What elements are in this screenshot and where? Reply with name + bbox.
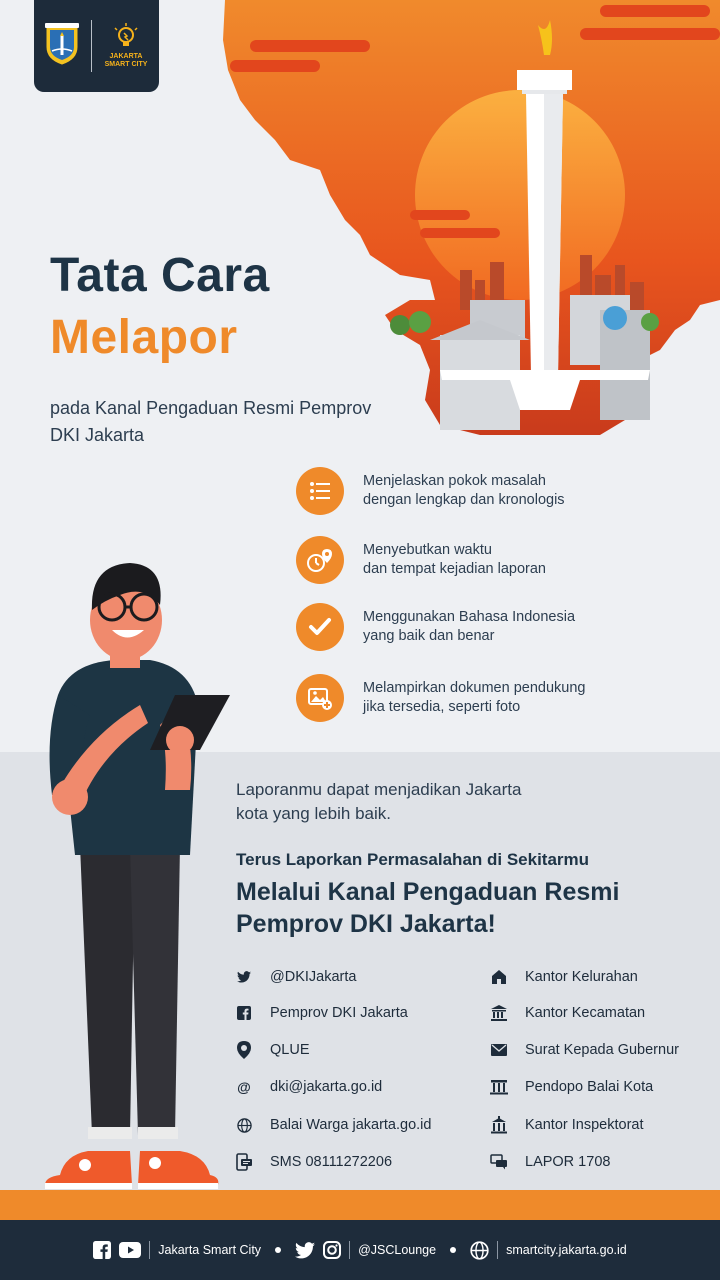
bottom-message — [236, 778, 521, 826]
chat-icon — [488, 1151, 510, 1173]
facebook-icon — [233, 1002, 255, 1024]
footer-social-name[interactable]: Jakarta Smart City — [158, 1243, 262, 1257]
channel-label: LAPOR 1708 — [525, 1154, 611, 1170]
channel-label: dki@jakarta.go.id — [270, 1079, 383, 1095]
step-line2: dengan lengkap dan kronologis — [363, 492, 565, 508]
step-line1: Menjelaskan pokok masalah — [363, 473, 546, 489]
office-icon — [488, 1114, 510, 1136]
channel-facebook[interactable] — [233, 1001, 408, 1025]
footer-divider — [497, 1241, 498, 1259]
channel-label: Kantor Kecamatan — [525, 1005, 646, 1021]
channel-label: Pendopo Balai Kota — [525, 1079, 654, 1095]
lightbulb-icon — [113, 23, 139, 51]
channel-kelurahan[interactable] — [488, 965, 638, 989]
step-line1: Menggunakan Bahasa Indonesia — [363, 609, 576, 625]
channel-lapor[interactable] — [488, 1150, 610, 1174]
facebook-icon[interactable] — [93, 1241, 111, 1259]
step-item — [296, 602, 706, 652]
jsc-logo-text: JAKARTA SMART CITY — [104, 53, 148, 68]
pendopo-icon — [488, 1076, 510, 1098]
image-add-icon — [296, 674, 344, 722]
message-line1: Laporanmu dapat menjadikan Jakarta — [236, 780, 522, 799]
channel-label: Kantor Kelurahan — [525, 969, 638, 985]
title-line1: Tata Cara — [50, 249, 270, 302]
footer-website[interactable]: smartcity.jakarta.go.id — [506, 1243, 627, 1257]
time-location-icon — [296, 536, 344, 584]
step-line2: jika tersedia, seperti foto — [363, 699, 521, 715]
sms-icon — [233, 1151, 255, 1173]
step-line2: yang baik dan benar — [363, 628, 495, 644]
step-item — [296, 466, 706, 516]
channel-label: Kantor Inspektorat — [525, 1117, 644, 1133]
message-line2: kota yang lebih baik. — [236, 804, 391, 823]
twitter-icon — [233, 966, 255, 988]
channel-qlue[interactable] — [233, 1038, 310, 1062]
channel-twitter[interactable] — [233, 965, 356, 989]
channel-label: Pemprov DKI Jakarta — [270, 1005, 408, 1021]
channel-label: Surat Kepada Gubernur — [525, 1042, 679, 1058]
cta-small: Terus Laporkan Permasalahan di Sekitarmu — [236, 850, 590, 869]
building-icon — [488, 1002, 510, 1024]
house-icon — [488, 966, 510, 988]
step-item — [296, 673, 706, 723]
globe-icon[interactable] — [470, 1241, 489, 1260]
channel-balai-warga[interactable] — [233, 1113, 431, 1137]
channel-label: QLUE — [270, 1042, 310, 1058]
footer-divider — [149, 1241, 150, 1259]
instagram-icon[interactable] — [323, 1241, 341, 1259]
qlue-icon — [233, 1039, 255, 1061]
cta-big-line2: Pemprov DKI Jakarta! — [236, 910, 496, 938]
channel-label: @DKIJakarta — [270, 969, 357, 985]
dki-emblem-icon — [45, 23, 79, 70]
list-icon — [296, 467, 344, 515]
check-icon — [296, 603, 344, 651]
channel-email[interactable] — [233, 1075, 382, 1099]
step-line1: Melampirkan dokumen pendukung — [363, 680, 586, 696]
footer — [0, 1220, 720, 1280]
globe-icon — [233, 1114, 255, 1136]
at-icon: @ — [237, 1079, 251, 1095]
orange-band — [0, 1190, 720, 1220]
footer-handle[interactable]: @JSCLounge — [358, 1243, 437, 1257]
step-line1: Menyebutkan waktu — [363, 542, 492, 558]
envelope-icon — [488, 1039, 510, 1061]
channel-label: SMS 08111272206 — [270, 1154, 393, 1170]
youtube-icon[interactable] — [119, 1242, 141, 1258]
cta-big — [236, 876, 706, 940]
channel-sms[interactable] — [233, 1150, 392, 1174]
cta-big-line1: Melalui Kanal Pengaduan Resmi — [236, 878, 620, 906]
step-line2: dan tempat kejadian laporan — [363, 561, 546, 577]
channel-surat-gubernur[interactable] — [488, 1038, 679, 1062]
monas-illustration — [220, 0, 720, 450]
channel-kecamatan[interactable] — [488, 1001, 645, 1025]
channel-inspektorat[interactable] — [488, 1113, 644, 1137]
footer-divider — [349, 1241, 350, 1259]
twitter-icon[interactable] — [295, 1242, 315, 1259]
title-line2: Melapor — [50, 311, 238, 364]
logo-box — [34, 0, 159, 92]
subtitle: pada Kanal Pengaduan Resmi Pemprov DKI Jakarta — [50, 398, 372, 445]
footer-dot — [450, 1247, 456, 1253]
jsc-logo — [104, 23, 148, 68]
footer-dot — [275, 1247, 281, 1253]
person-illustration — [30, 555, 250, 1195]
step-item — [296, 535, 706, 585]
channel-pendopo[interactable] — [488, 1075, 653, 1099]
logo-divider — [91, 20, 92, 72]
channel-label: Balai Warga jakarta.go.id — [270, 1117, 432, 1133]
